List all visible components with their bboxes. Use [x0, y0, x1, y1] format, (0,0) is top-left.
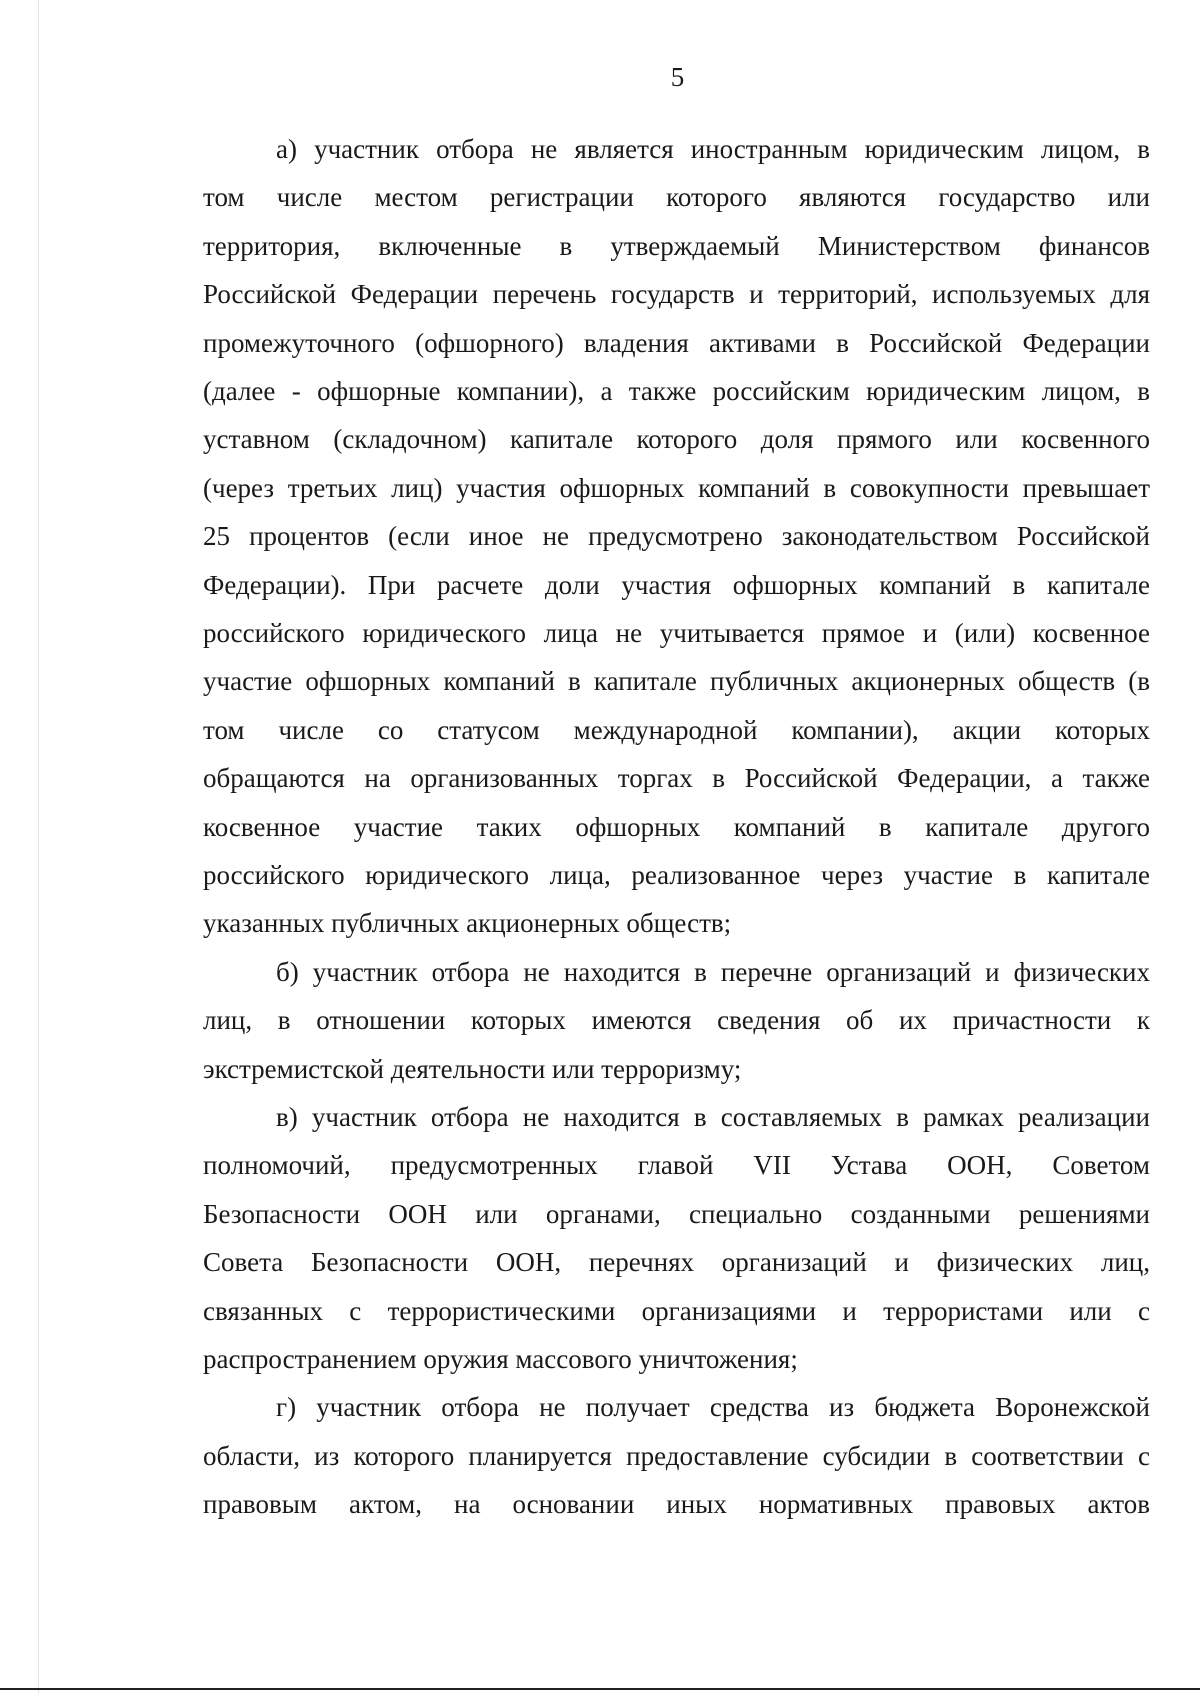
paragraph-line: б) участник отбора не находится в перечне организаций и физических	[276, 956, 1150, 987]
paragraph-line: территория, включенные в утверждаемый Министерством финансов	[203, 230, 1150, 261]
paragraph-line: Безопасности ООН или органами, специально созданными решениями	[203, 1198, 1150, 1229]
paragraph-line: распространением оружия массового уничтожения;	[203, 1344, 798, 1374]
paragraph-line: (через третьих лиц) участия офшорных компаний в совокупности превышает	[203, 472, 1150, 503]
paragraph-line: уставном (складочном) капитале которого доля прямого или косвенного	[203, 424, 1150, 455]
paragraph-line: экстремистской деятельности или терроризму;	[203, 1053, 742, 1084]
paragraph-line: а) участник отбора не является иностранным юридическим лицом, в	[276, 134, 1150, 164]
paragraph-line: Совета Безопасности ООН, перечнях организаций и физических лиц,	[203, 1247, 1150, 1278]
paragraph-line: (далее - офшорные компании), а также российским юридическим лицом, в	[203, 376, 1150, 406]
paragraph-line: области, из которого планируется предоставление субсидии в соответствии с	[203, 1440, 1150, 1471]
paragraph-line: г) участник отбора не получает средства из бюджета Воронежской	[276, 1392, 1150, 1423]
paragraph-line: правовым актом, на основании иных нормативных правовых актов	[203, 1489, 1150, 1520]
paragraph-line: 25 процентов (если иное не предусмотрено законодательством Российской	[203, 521, 1150, 552]
paragraph-line: в) участник отбора не находится в составляемых в рамках реализации	[276, 1102, 1150, 1132]
paragraph-line: Российской Федерации перечень государств и территорий, используемых для	[203, 279, 1150, 310]
paragraph-line: полномочий, предусмотренных главой VII Устава ООН, Советом	[203, 1150, 1150, 1181]
paragraph-line: Федерации). При расчете доли участия офшорных компаний в капитале	[203, 569, 1150, 600]
paragraph-line: промежуточного (офшорного) владения активами в Российской Федерации	[203, 327, 1150, 358]
paragraph-line: обращаются на организованных торгах в Российской Федерации, а также	[203, 763, 1150, 794]
paragraph-line: лиц, в отношении которых имеются сведения об их причастности к	[203, 1005, 1150, 1036]
paragraph-line: участие офшорных компаний в капитале публичных акционерных обществ (в	[203, 666, 1150, 697]
scan-edge	[38, 0, 39, 1693]
bottom-rule	[0, 1688, 1200, 1690]
paragraph-line: связанных с террористическими организациями и террористами или с	[203, 1295, 1150, 1326]
paragraph-line: том числе местом регистрации которого являются государство или	[203, 182, 1150, 213]
paragraph-line: российского юридического лица, реализованное через участие в капитале	[203, 860, 1150, 890]
page-number: 5	[670, 62, 685, 92]
paragraph-line: том числе со статусом международной компании), акции которых	[203, 714, 1150, 745]
paragraph-line: указанных публичных акционерных обществ;	[203, 908, 732, 939]
paragraph-line: косвенное участие таких офшорных компаний в капитале другого	[203, 811, 1150, 842]
paragraph-line: российского юридического лица не учитывается прямое и (или) косвенное	[203, 618, 1150, 648]
